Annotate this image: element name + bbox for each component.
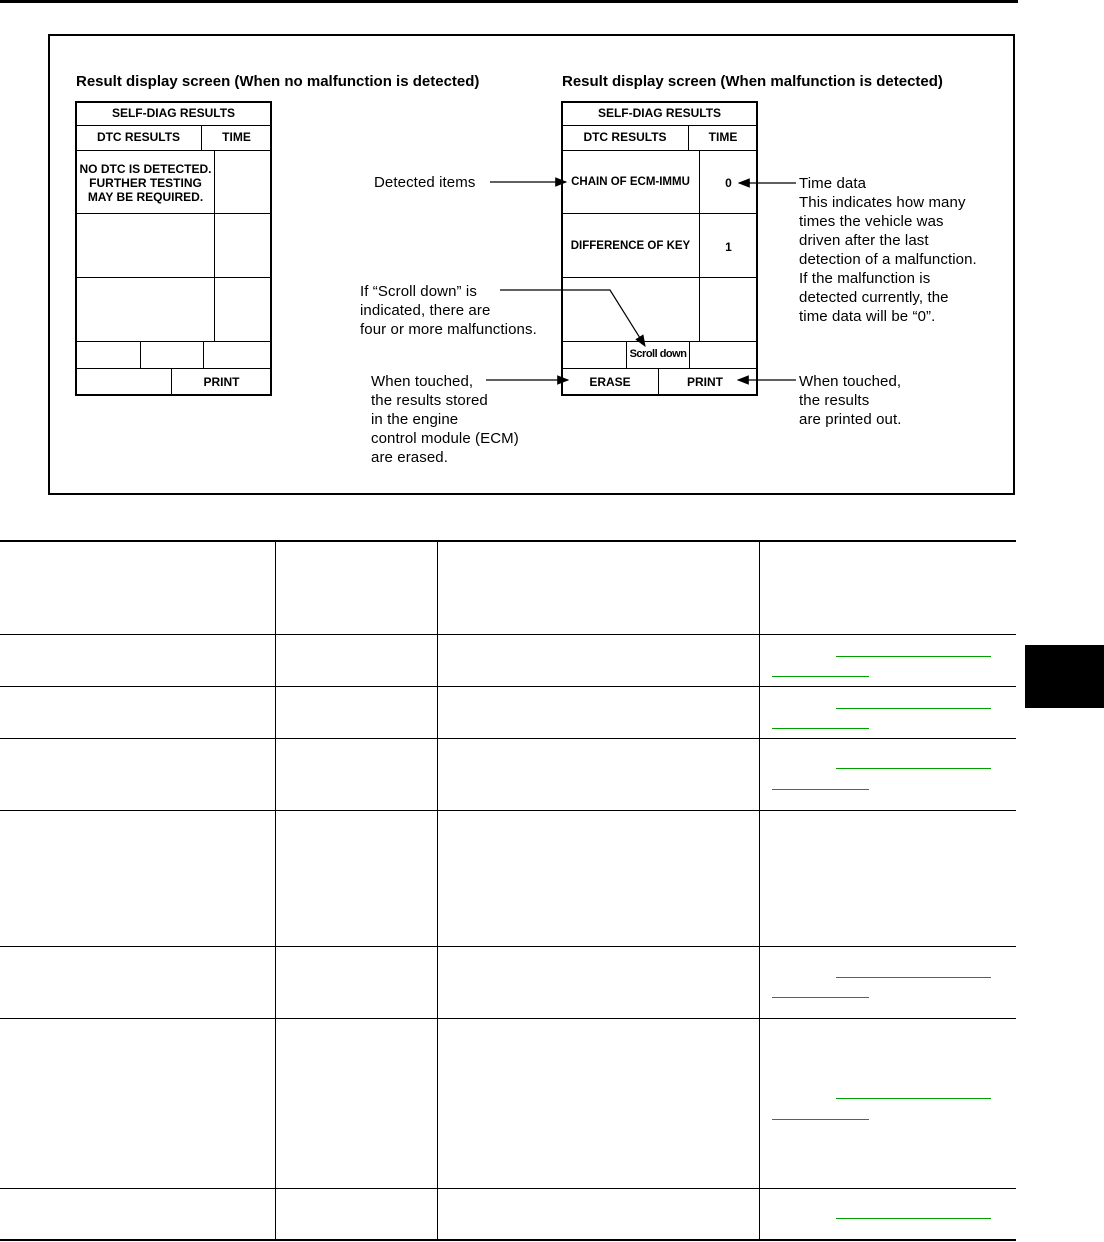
callout-erase-line-3: in the engine [371,411,459,428]
heading-no-malfunction: Result display screen (When no malfunction is detected) [76,73,480,90]
reference-link[interactable] [772,1119,869,1120]
left-time-header: TIME [222,130,251,144]
table-row-border [0,946,1016,947]
callout-erase-line-5: are erased. [371,449,448,466]
callout-time-line-2: This indicates how many [799,194,966,211]
callout-time-line-5: detection of a malfunction. [799,251,977,268]
reference-link[interactable] [836,1098,991,1099]
callout-print-line-3: are printed out. [799,411,902,428]
reference-link[interactable] [836,656,991,657]
table-row-border [0,1018,1016,1019]
callout-time-line-4: driven after the last [799,232,929,249]
table-row-border [0,540,1016,542]
callout-scroll-line-2: indicated, there are [360,302,491,319]
dtc-time-0: 0 [725,176,732,190]
callout-time-line-7: detected currently, the [799,289,949,306]
reference-link[interactable] [836,708,991,709]
table-col-border [275,541,276,1240]
callout-time-line-8: time data will be “0”. [799,308,936,325]
dtc-time-1: 1 [725,240,732,254]
dtc-item-chain-of-ecm-immu[interactable]: CHAIN OF ECM-IMMU [571,176,690,188]
table-col-border [437,541,438,1240]
reference-link[interactable] [772,728,869,729]
no-dtc-line-2: FURTHER TESTING [89,176,202,190]
callout-erase-line-4: control module (ECM) [371,430,519,447]
reference-link[interactable] [836,977,991,978]
left-screen-title: SELF-DIAG RESULTS [111,106,236,120]
erase-button[interactable]: ERASE [589,375,631,389]
heading-malfunction: Result display screen (When malfunction is detected) [562,73,943,90]
left-print-button[interactable]: PRINT [203,375,240,389]
reference-link[interactable] [772,676,869,677]
table-row-border [0,686,1016,687]
table-col-border [759,541,760,1240]
callout-erase-line-1: When touched, [371,373,474,390]
callout-time-line-3: times the vehicle was [799,213,944,230]
callout-time-line-1: Time data [799,175,867,192]
table-row-border [0,810,1016,811]
table-row-border [0,634,1016,635]
callout-erase-line-2: the results stored [371,392,488,409]
scroll-down-button[interactable]: Scroll down [629,348,687,360]
no-dtc-line-1: NO DTC IS DETECTED. [79,162,212,176]
right-print-button[interactable]: PRINT [687,375,723,389]
reference-link[interactable] [836,768,991,769]
callout-time-line-6: If the malfunction is [799,270,931,287]
reference-link[interactable] [772,997,869,998]
dtc-item-difference-of-key[interactable]: DIFFERENCE OF KEY [570,240,691,252]
right-time-header: TIME [708,130,738,144]
table-row-border [0,738,1016,739]
left-dtc-results-header: DTC RESULTS [96,130,181,144]
no-dtc-line-3: MAY BE REQUIRED. [87,190,204,204]
callout-detected-items: Detected items [374,174,476,191]
table-row-border [0,1188,1016,1189]
callout-scroll-line-3: four or more malfunctions. [360,321,537,338]
callout-scroll-line-1: If “Scroll down” is [360,283,477,300]
right-screen-title: SELF-DIAG RESULTS [597,106,722,120]
callout-print-line-2: the results [799,392,870,409]
reference-link[interactable] [836,1218,991,1219]
right-dtc-results-header: DTC RESULTS [583,130,667,144]
callout-print-line-1: When touched, [799,373,902,390]
section-side-tab [1025,645,1104,708]
table-row-border [0,1239,1016,1241]
reference-link[interactable] [772,789,869,790]
